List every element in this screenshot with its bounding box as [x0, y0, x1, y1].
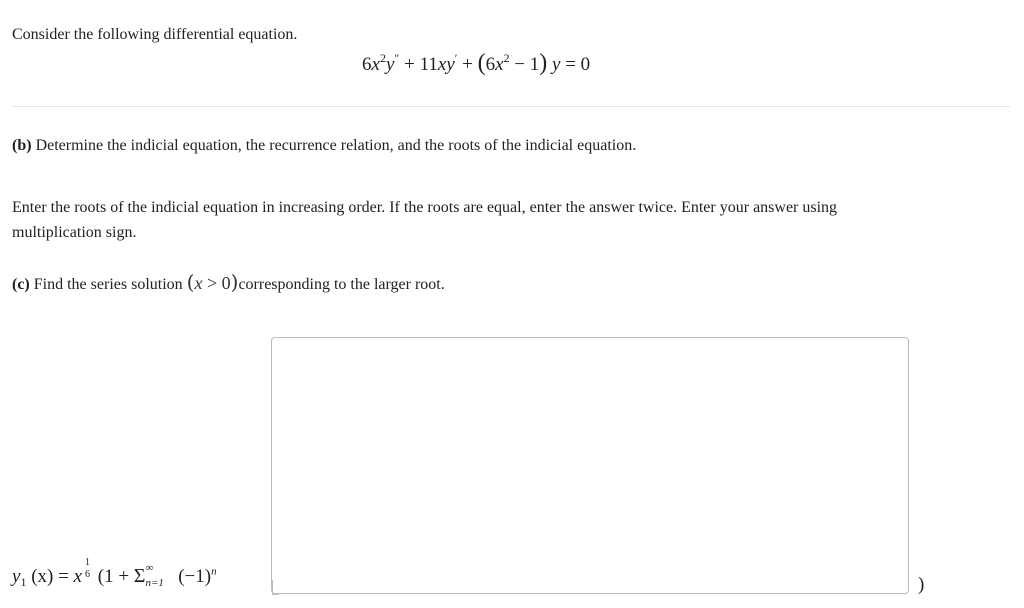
eq-equals-zero: = 0	[560, 54, 591, 75]
eq-square: 2	[379, 51, 386, 65]
ans-power-n: n	[211, 565, 217, 578]
part-c-condition: > 0	[202, 273, 231, 293]
part-b-text: Determine the indicial equation, the recurrence relation, and the roots of the indicial equation.	[31, 137, 637, 154]
ans-y: y	[12, 566, 21, 587]
part-c-lparen: (	[186, 270, 195, 294]
ans-exp-den: 6	[85, 569, 90, 580]
ans-upper-limit: ∞	[145, 562, 154, 574]
ans-limits	[145, 562, 173, 589]
divider	[12, 106, 1010, 107]
differential-equation	[362, 50, 590, 77]
part-c-var: x	[194, 273, 203, 293]
part-c-text-after: corresponding to the larger root.	[238, 276, 445, 293]
intro-text: Consider the following differential equation.	[12, 26, 298, 43]
eq-inner-square: 2	[503, 51, 510, 65]
ans-lower-limit: n=1	[145, 577, 164, 589]
eq-rparen: )	[539, 50, 548, 76]
part-b-question	[12, 137, 636, 155]
eq-tail-y: y	[547, 54, 561, 75]
part-b-label: (b)	[12, 137, 32, 154]
ans-exponent	[83, 557, 93, 585]
part-c-label: (c)	[12, 276, 30, 293]
eq-plus: +	[457, 54, 478, 75]
ans-x: x	[73, 566, 82, 587]
ans-term: (−1)	[173, 566, 212, 587]
eq-double-prime: ″	[394, 51, 400, 65]
eq-inner-coef: 6	[485, 54, 496, 75]
ans-y-sub: 1	[20, 575, 27, 589]
eq-y: y	[385, 54, 395, 75]
instructions-line-2: multiplication sign.	[12, 224, 137, 241]
answer-box-corner	[272, 580, 279, 595]
eq-xy: xy	[437, 54, 455, 75]
instructions-line-1: Enter the roots of the indicial equation in increasing order. If the roots are equal, enter the answer twice. Enter your answer using	[12, 199, 838, 216]
part-c-rparen: )	[230, 270, 239, 294]
eq-inner-x: x	[495, 54, 504, 75]
ans-sigma: Σ	[133, 565, 146, 587]
series-solution-expression	[12, 557, 217, 595]
eq-prime: ′	[454, 51, 458, 65]
eq-x: x	[371, 54, 380, 75]
ans-open: (1 +	[93, 566, 134, 587]
eq-minus-one: − 1	[509, 54, 540, 75]
part-c-question	[12, 270, 445, 294]
answer-input-box[interactable]	[271, 337, 909, 594]
ans-exp-num: 1	[85, 557, 90, 568]
ans-arg: (x) =	[26, 566, 74, 587]
eq-lparen: (	[477, 50, 486, 76]
part-c-text-before: Find the series solution	[29, 276, 187, 293]
ans-close-paren: )	[918, 574, 925, 595]
eq-plus-11: + 11	[399, 54, 438, 75]
eq-coef: 6	[362, 54, 372, 75]
